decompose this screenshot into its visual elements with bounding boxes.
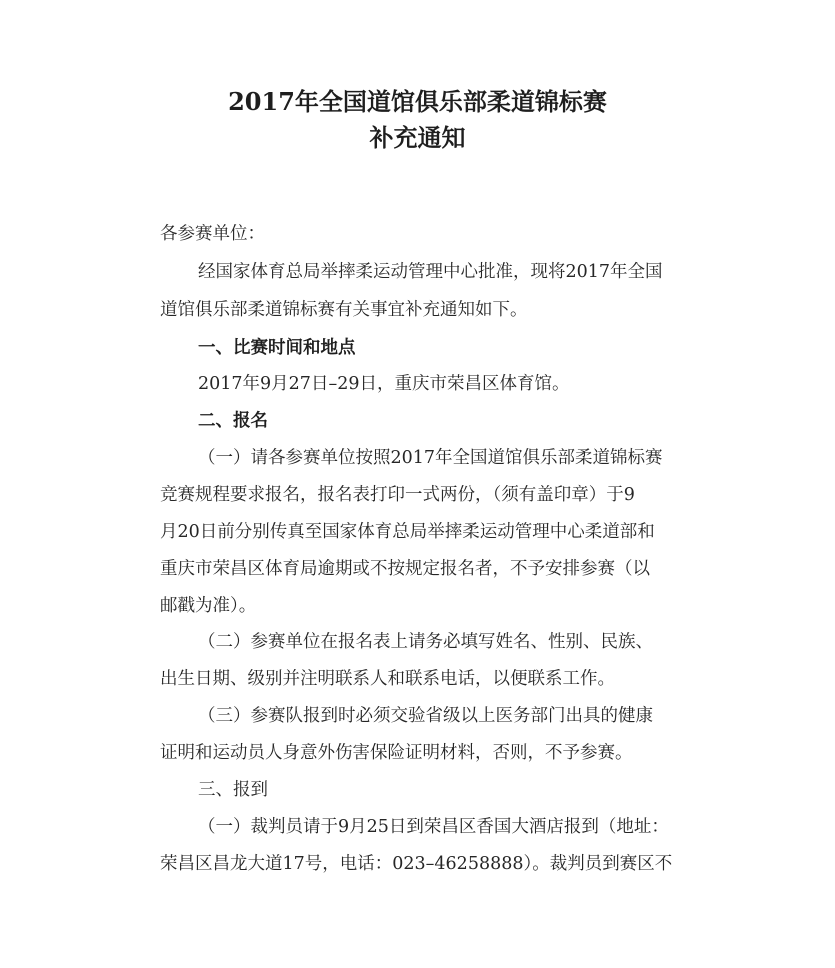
document-title: 2017年全国道馆俱乐部柔道锦标赛 [228, 87, 607, 116]
time-place-line: 2017年9月27日–29日，重庆市荣昌区体育馆。 [198, 374, 570, 394]
section-heading-registration: 二、报名 [198, 411, 268, 431]
section-heading-time-place: 一、比赛时间和地点 [198, 338, 356, 358]
registration-paragraph-3-line-1: （三）参赛队报到时必须交验省级以上医务部门出具的健康 [198, 706, 653, 726]
intro-line-2: 道馆俱乐部柔道锦标赛有关事宜补充通知如下。 [160, 300, 528, 320]
registration-paragraph-3-line-2: 证明和运动员人身意外伤害保险证明材料，否则，不予参赛。 [160, 743, 633, 763]
registration-paragraph-2-line-2: 出生日期、级别并注明联系人和联系电话，以便联系工作。 [160, 669, 615, 689]
registration-paragraph-1-line-3: 月20日前分别传真至国家体育总局举摔柔运动管理中心柔道部和 [160, 522, 655, 542]
document-subtitle: 补充通知 [369, 123, 466, 152]
registration-paragraph-2-line-1: （二）参赛单位在报名表上请务必填写姓名、性别、民族、 [198, 632, 653, 652]
registration-paragraph-1-line-1: （一）请各参赛单位按照2017年全国道馆俱乐部柔道锦标赛 [198, 448, 663, 468]
registration-paragraph-1-line-2: 竞赛规程要求报名，报名表打印一式两份，（须有盖印章）于9 [160, 485, 635, 505]
check-in-paragraph-line-1: （一）裁判员请于9月25日到荣昌区香国大酒店报到（地址： [198, 817, 669, 837]
registration-paragraph-1-line-5: 邮戳为准）。 [160, 596, 257, 616]
salutation: 各参赛单位： [160, 224, 265, 244]
registration-paragraph-1-line-4: 重庆市荣昌区体育局逾期或不按规定报名者，不予安排参赛（以 [160, 559, 650, 579]
check-in-paragraph-line-2: 荣昌区昌龙大道17号，电话：023–46258888）。裁判员到赛区不 [160, 854, 673, 874]
intro-line-1: 经国家体育总局举摔柔运动管理中心批准，现将2017年全国 [198, 262, 663, 282]
section-heading-check-in: 三、报到 [198, 780, 268, 800]
